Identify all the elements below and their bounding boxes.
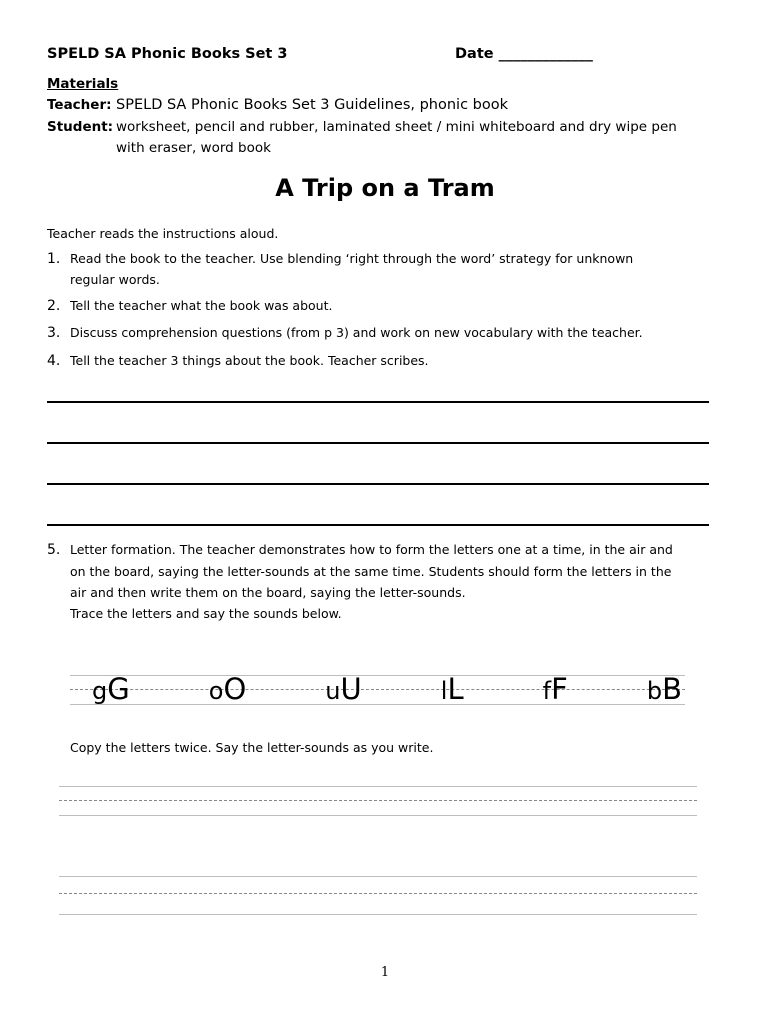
teacher-label: Teacher: (47, 97, 112, 113)
letter-pair-l: lL (440, 672, 464, 706)
instruction-text: Letter formation. The teacher demonstrates how to form the letters one at a time, in the air and (70, 542, 673, 557)
letter-pair-g: gG (92, 672, 130, 706)
date-field: Date _____________ (455, 46, 593, 62)
instruction-3 (47, 325, 727, 341)
student-materials-row (47, 119, 677, 135)
copy-guide-base (59, 914, 697, 915)
instruction-text: Tell the teacher what the book was about. (70, 298, 333, 313)
page-number: 1 (380, 965, 390, 980)
teacher-materials-row (47, 97, 508, 113)
letter-pair-b: bB (646, 672, 682, 706)
worksheet-title: A Trip on a Tram (275, 174, 495, 202)
instruction-1-cont: regular words. (70, 272, 160, 287)
copy-guide-top (59, 786, 697, 787)
writing-line (47, 483, 709, 485)
materials-heading: Materials (47, 76, 119, 92)
student-materials-text: worksheet, pencil and rubber, laminated sheet / mini whiteboard and dry wipe pen (116, 119, 677, 135)
copy-guide-mid (59, 893, 697, 894)
letter-pair-f: fF (542, 672, 568, 706)
instruction-number: 4. (47, 353, 61, 369)
copy-guide-top (59, 876, 697, 877)
copy-guide-mid (59, 800, 697, 801)
letter-pair-u: uU (325, 672, 362, 706)
writing-line (47, 524, 709, 526)
copy-guide-base (59, 815, 697, 816)
writing-line (47, 401, 709, 403)
instruction-1 (47, 251, 727, 267)
student-label: Student: (47, 119, 114, 135)
instruction-2 (47, 298, 727, 314)
tracing-letters (92, 672, 682, 706)
intro-text: Teacher reads the instructions aloud. (47, 226, 279, 241)
instruction-text: Tell the teacher 3 things about the book. Teacher scribes. (70, 353, 429, 368)
instruction-5-cont: on the board, saying the letter-sounds at the same time. Students should form the letters in the (70, 564, 672, 579)
teacher-materials-text: SPELD SA Phonic Books Set 3 Guidelines, phonic book (116, 97, 509, 113)
student-materials-text-cont: with eraser, word book (116, 140, 271, 156)
letter-pair-o: oO (208, 672, 247, 706)
instruction-text: Read the book to the teacher. Use blending ‘right through the word’ strategy for unknown (70, 251, 634, 266)
copy-instruction: Copy the letters twice. Say the letter-sounds as you write. (70, 740, 434, 755)
instruction-5-cont: Trace the letters and say the sounds below. (70, 606, 342, 621)
instruction-5-cont: air and then write them on the board, saying the letter-sounds. (70, 585, 466, 600)
instruction-number: 3. (47, 325, 61, 341)
instruction-5 (47, 542, 737, 558)
worksheet-series-title: SPELD SA Phonic Books Set 3 (47, 46, 288, 62)
instruction-4 (47, 353, 727, 369)
instruction-number: 1. (47, 251, 61, 267)
writing-line (47, 442, 709, 444)
instruction-number: 2. (47, 298, 61, 314)
instruction-number: 5. (47, 542, 61, 558)
instruction-text: Discuss comprehension questions (from p 3) and work on new vocabulary with the teacher. (70, 325, 643, 340)
